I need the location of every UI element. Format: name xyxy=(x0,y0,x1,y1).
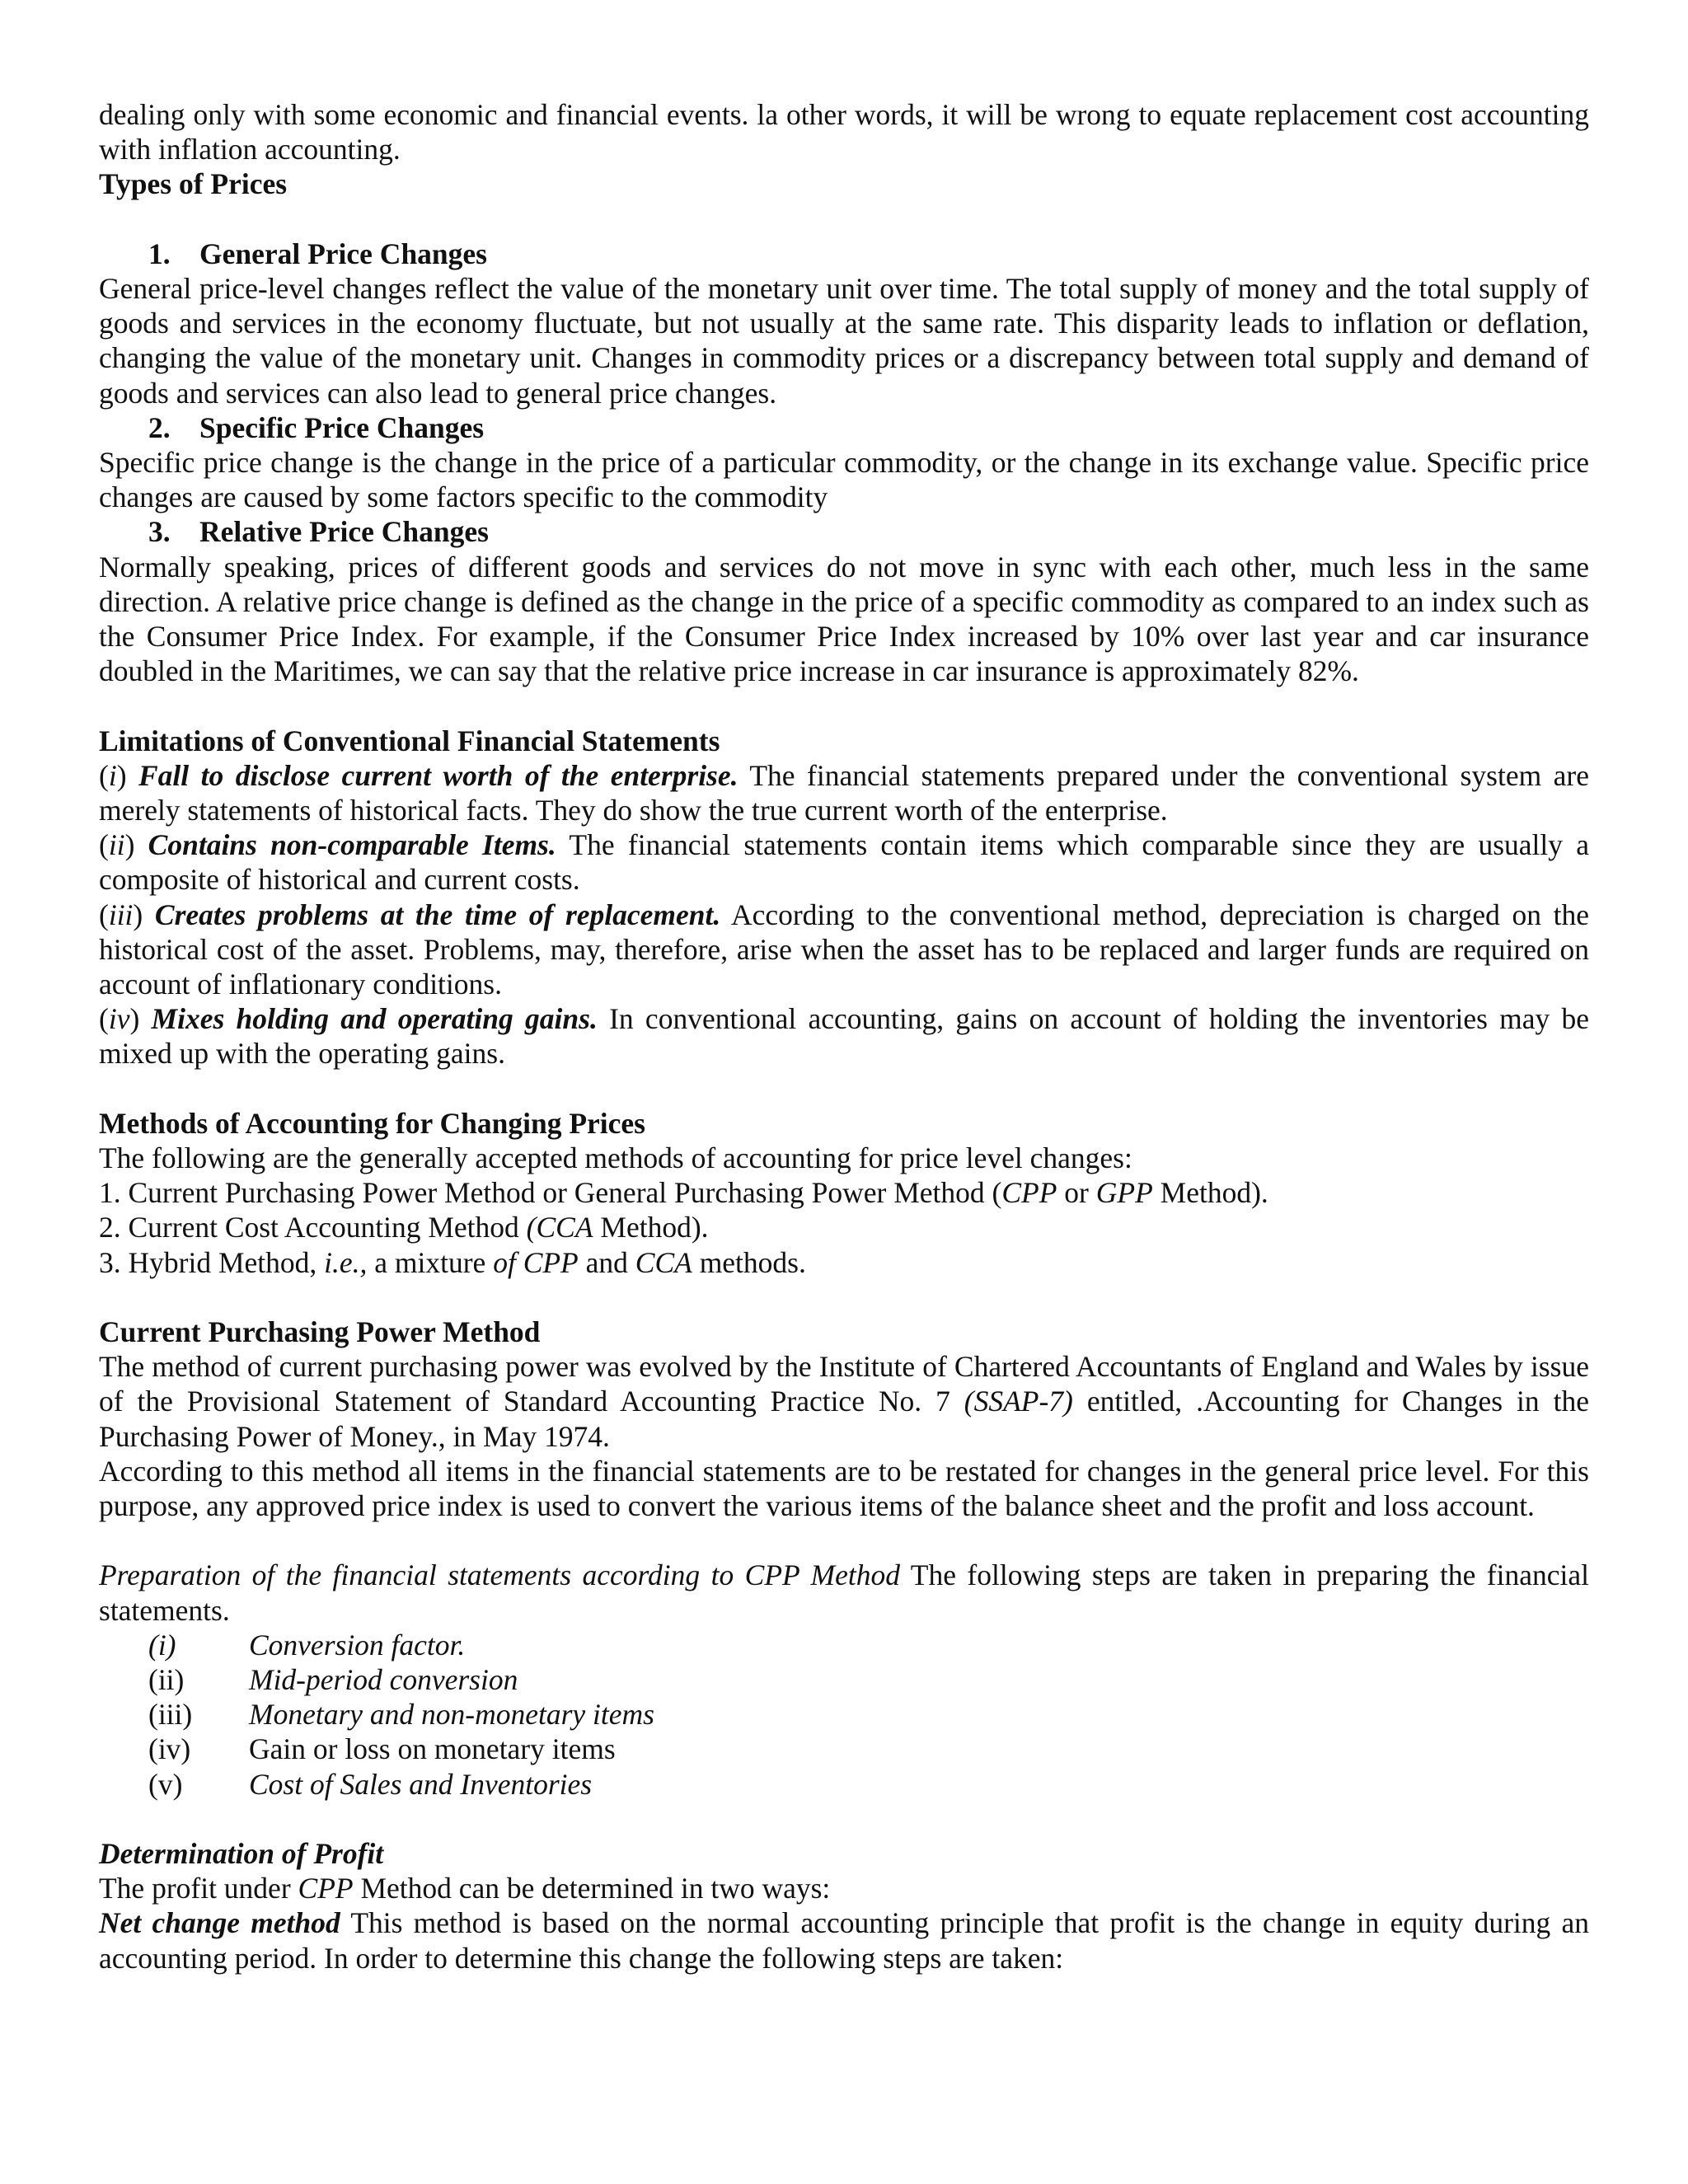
net-change-body: This method is based on the normal accounting principle that profit is the change in equity during an accounting period. In order to determine this change the following steps are taken: xyxy=(99,1906,1590,1975)
step-item xyxy=(99,1662,1589,1697)
cpp-abbr: CPP xyxy=(298,1872,354,1905)
general-price-changes-heading xyxy=(99,237,1589,271)
spacer xyxy=(99,1280,1589,1315)
spacer xyxy=(99,1071,1589,1106)
types-of-prices-heading: Types of Prices xyxy=(99,167,288,201)
determination-of-profit-heading: Determination of Profit xyxy=(99,1837,384,1871)
spacer xyxy=(99,1523,1589,1558)
limitation-body: The financial statements contain items which comparable since they are usually a composite of historical and current costs. xyxy=(99,828,1590,897)
limitation-title: Mixes holding and operating gains. xyxy=(151,1002,598,1036)
text-run: entitled, .Accounting for Changes in the Purchasing Power of Money., in May 1974. xyxy=(99,1385,1589,1453)
step-number: (iii) xyxy=(148,1698,193,1732)
method-line-3 xyxy=(99,1245,1589,1280)
limitation-item: (ii) Contains non-comparable Items. The financial statements contain items which comparable since they are usually a composite of historical and current costs. xyxy=(99,828,1590,897)
limitation-numeral: iv xyxy=(108,1002,130,1036)
text-run: The following steps are taken in preparing the financial statements. xyxy=(99,1558,1589,1627)
limitation-numeral: ii xyxy=(108,828,125,862)
net-change-paragraph xyxy=(99,1905,1589,1975)
specific-price-changes-body: Specific price change is the change in the price of a particular commodity, or the change in its exchange value. Specific price changes are caused by some factors specific to the commodity xyxy=(99,446,1589,514)
step-text: Monetary and non-monetary items xyxy=(249,1698,654,1732)
text-run: or xyxy=(1057,1176,1096,1210)
method-line-1 xyxy=(99,1175,1589,1210)
heading-number: 3. xyxy=(148,515,171,549)
step-text: Mid-period conversion xyxy=(249,1663,518,1697)
methods-heading: Methods of Accounting for Changing Prices xyxy=(99,1106,645,1140)
spacer xyxy=(99,688,1589,723)
method-line-2 xyxy=(99,1210,1589,1244)
ie-abbr: i.e., xyxy=(324,1245,368,1279)
spacer xyxy=(99,202,1589,237)
step-text: Gain or loss on monetary items xyxy=(249,1732,616,1766)
text-run: The method of current purchasing power was evolved by the Institute of Chartered Accountants of England and Wales by issue of the Provisional Statement of Standard Accounting Practice No. 7 xyxy=(99,1350,1589,1418)
limitation-body: The financial statements prepared under the conventional system are merely statements of historical facts. They do show the true current worth of the enterprise. xyxy=(99,758,1589,827)
step-item xyxy=(99,1767,1589,1802)
heading-number: 2. xyxy=(148,410,171,444)
gpp-abbr: GPP xyxy=(1095,1176,1153,1210)
heading-title: Relative Price Changes xyxy=(199,515,489,549)
step-number: (i) xyxy=(148,1628,176,1661)
cpp-method-paragraph-1 xyxy=(99,1349,1589,1454)
limitation-item: (iv) Mixes holding and operating gains. In conventional accounting, gains on account of holding the inventories may be mixed up with the operating gains. xyxy=(99,1002,1590,1071)
text-run: 2. Current Cost Accounting Method xyxy=(99,1211,527,1244)
heading-title: General Price Changes xyxy=(199,237,488,270)
document-page xyxy=(99,97,1589,1975)
step-item xyxy=(99,1697,1589,1732)
limitation-numeral: iii xyxy=(108,898,134,931)
methods-intro: The following are the generally accepted methods of accounting for price level changes: xyxy=(99,1141,1132,1175)
limitation-title: Fall to disclose current worth of the enterprise. xyxy=(138,758,738,792)
limitations-heading: Limitations of Conventional Financial Statements xyxy=(99,724,720,757)
limitation-item: (iii) Creates problems at the time of replacement. According to the conventional method, depreciation is charged on the historical cost of the asset. Problems, may, therefore, arise when the asset has to be replaced and larger funds are required on account of inflationary conditions. xyxy=(99,898,1589,1001)
limitation-numeral: i xyxy=(108,758,117,792)
limitation-body: In conventional accounting, gains on account of holding the inventories may be mixed up with the operating gains. xyxy=(99,1002,1590,1071)
step-number: (ii) xyxy=(148,1663,185,1697)
cca-abbr: CCA xyxy=(635,1245,692,1279)
text-run: 1. Current Purchasing Power Method or General Purchasing Power Method ( xyxy=(99,1176,1002,1210)
step-item xyxy=(99,1732,1589,1766)
text-run: and xyxy=(578,1245,635,1279)
cpp-method-heading: Current Purchasing Power Method xyxy=(99,1315,541,1349)
intro-paragraph: dealing only with some economic and financial events. la other words, it will be wrong to equate replacement cost accounting with inflation accounting. xyxy=(99,98,1589,166)
step-text: Conversion factor. xyxy=(249,1628,466,1661)
text-run: 3. Hybrid Method, xyxy=(99,1245,325,1279)
specific-price-changes-heading xyxy=(99,410,1589,445)
limitation-title: Contains non-comparable Items. xyxy=(148,828,556,862)
step-number: (iv) xyxy=(148,1732,191,1766)
net-change-title: Net change method xyxy=(99,1906,340,1940)
heading-number: 1. xyxy=(148,237,171,270)
ssap-reference: (SSAP-7) xyxy=(964,1385,1073,1418)
relative-price-changes-heading xyxy=(99,514,1589,549)
text-run: Method). xyxy=(1152,1176,1268,1210)
preparation-lead: Preparation of the financial statements according to CPP Method xyxy=(99,1558,900,1592)
limitation-title: Creates problems at the time of replacement. xyxy=(154,898,721,931)
spacer xyxy=(99,1802,1589,1836)
cpp-method-paragraph-2: According to this method all items in the financial statements are to be restated for changes in the general price level. For this purpose, any approved price index is used to convert the various items of the balance sheet and the profit and loss account. xyxy=(99,1454,1589,1523)
relative-price-changes-body: Normally speaking, prices of different goods and services do not move in sync with each other, much less in the same direction. A relative price change is defined as the change in the price of a specific commodity as compared to an index such as the Consumer Price Index. For example, if the Consumer Price Index increased by 10% over last year and car insurance doubled in the Maritimes, we can say that the relative price increase in car insurance is approximately 82%. xyxy=(99,550,1589,688)
step-number: (v) xyxy=(148,1767,183,1801)
general-price-changes-body: General price-level changes reflect the value of the monetary unit over time. The total supply of money and the total supply of goods and services in the economy fluctuate, but not usually at the same rate. This disparity leads to inflation or deflation, changing the value of the monetary unit. Changes in commodity prices or a discrepancy between total supply and demand of goods and services can also lead to general price changes. xyxy=(99,272,1589,410)
text-run: Method). xyxy=(593,1211,709,1244)
preparation-paragraph xyxy=(99,1558,1589,1627)
text-run: Method can be determined in two ways: xyxy=(353,1872,831,1905)
text-run: The profit under xyxy=(99,1872,298,1905)
step-item xyxy=(99,1628,1589,1662)
cpp-abbr: CPP xyxy=(1001,1176,1057,1210)
limitation-body: According to the conventional method, depreciation is charged on the historical cost of the asset. Problems, may, therefore, arise when the asset has to be replaced and larger funds are required on account of inflationary conditions. xyxy=(99,898,1589,1001)
heading-title: Specific Price Changes xyxy=(199,410,485,444)
text-run: methods. xyxy=(692,1245,806,1279)
text-run: a mixture xyxy=(367,1245,494,1279)
cpp-abbr: of CPP xyxy=(493,1245,579,1279)
step-text: Cost of Sales and Inventories xyxy=(249,1767,593,1801)
limitation-item: (i) Fall to disclose current worth of the enterprise. The financial statements prepared under the conventional system are merely statements of historical facts. They do show the true current worth of the enterprise. xyxy=(99,758,1589,827)
preparation-steps-list xyxy=(99,1628,1589,1802)
cca-abbr: (CCA xyxy=(526,1211,593,1244)
profit-ways-line xyxy=(99,1871,1589,1905)
